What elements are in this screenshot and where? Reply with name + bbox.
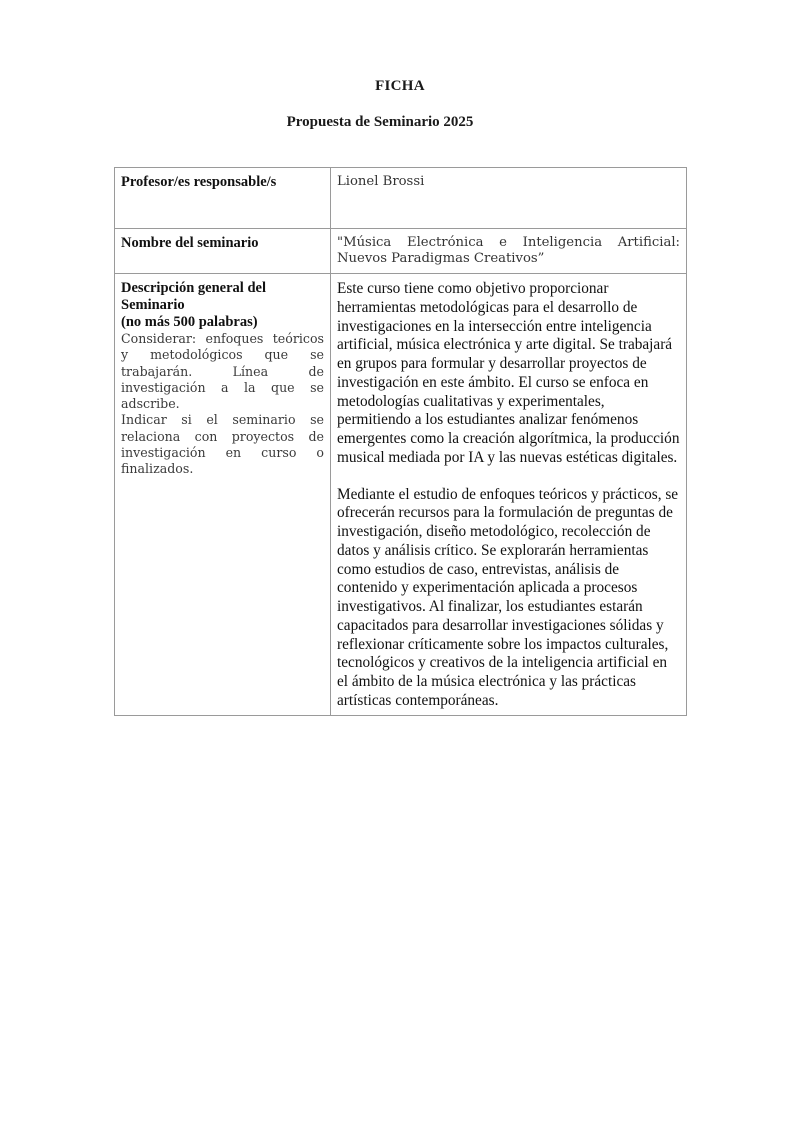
seminar-name-label-cell — [115, 229, 331, 274]
document-title: FICHA — [375, 78, 425, 94]
description-hints — [121, 331, 324, 478]
professor-value-cell — [331, 168, 687, 229]
description-paragraph-2: Mediante el estudio de enfoques teóricos y prácticos, se ofrecerán recursos para la formulación de preguntas de investigación, diseño metodológico, recolección de datos y análisis crítico. Se explorarán herramientas como estudios de caso, entrevistas, análisis de contenido y experimentación aplicada a procesos investigativos. Al finalizar, los estudiantes estarán capacitados para desarrollar investigaciones sólidas y reflexionar críticamente sobre los impactos culturales, tecnológicos y creativos de la inteligencia artificial en el ámbito de la música electrónica y las prácticas artísticas contemporáneas. — [337, 485, 679, 709]
description-label: Descripción general del Seminario — [121, 280, 266, 313]
description-hint-projects: Indicar si el seminario se relaciona con proyectos de investigación en curso o finalizados. — [121, 412, 324, 477]
description-label-cell — [115, 274, 331, 716]
professor-name: Lionel Brossi — [337, 174, 425, 189]
document-subtitle: Propuesta de Seminario 2025 — [286, 114, 474, 130]
table-row-seminar-name — [115, 229, 687, 274]
seminar-name-label: Nombre del seminario — [121, 235, 259, 251]
professor-label-cell — [115, 168, 331, 229]
description-hint-approaches: Considerar: enfoques teóricos y metodológicos que se trabajarán. Línea de investigación a la que se adscribe. — [121, 331, 324, 412]
description-body — [337, 280, 680, 711]
description-value-cell — [331, 274, 687, 716]
professor-label: Profesor/es responsable/s — [121, 174, 277, 190]
table-row-professor — [115, 168, 687, 229]
seminar-name-value: "Música Electrónica e Inteligencia Artificial: Nuevos Paradigmas Creativos” — [337, 235, 680, 266]
description-word-limit: (no más 500 palabras) — [121, 314, 258, 330]
table-row-description — [115, 274, 687, 716]
description-paragraph-1: Este curso tiene como objetivo proporcionar herramientas metodológicas para el desarrollo de investigaciones en la intersección entre inteligencia artificial, música electrónica y arte digital. Se trabajará en grupos para formular y desarrollar proyectos de investigación en este ámbito. El curso se enfoca en metodologías cualitativas y experimentales, permitiendo a los estudiantes analizar fenómenos emergentes como la creación algorítmica, la producción musical mediada por IA y las nuevas estéticas digitales. — [337, 280, 680, 466]
seminar-form-table — [114, 167, 687, 716]
seminar-name-value-cell — [331, 229, 687, 274]
